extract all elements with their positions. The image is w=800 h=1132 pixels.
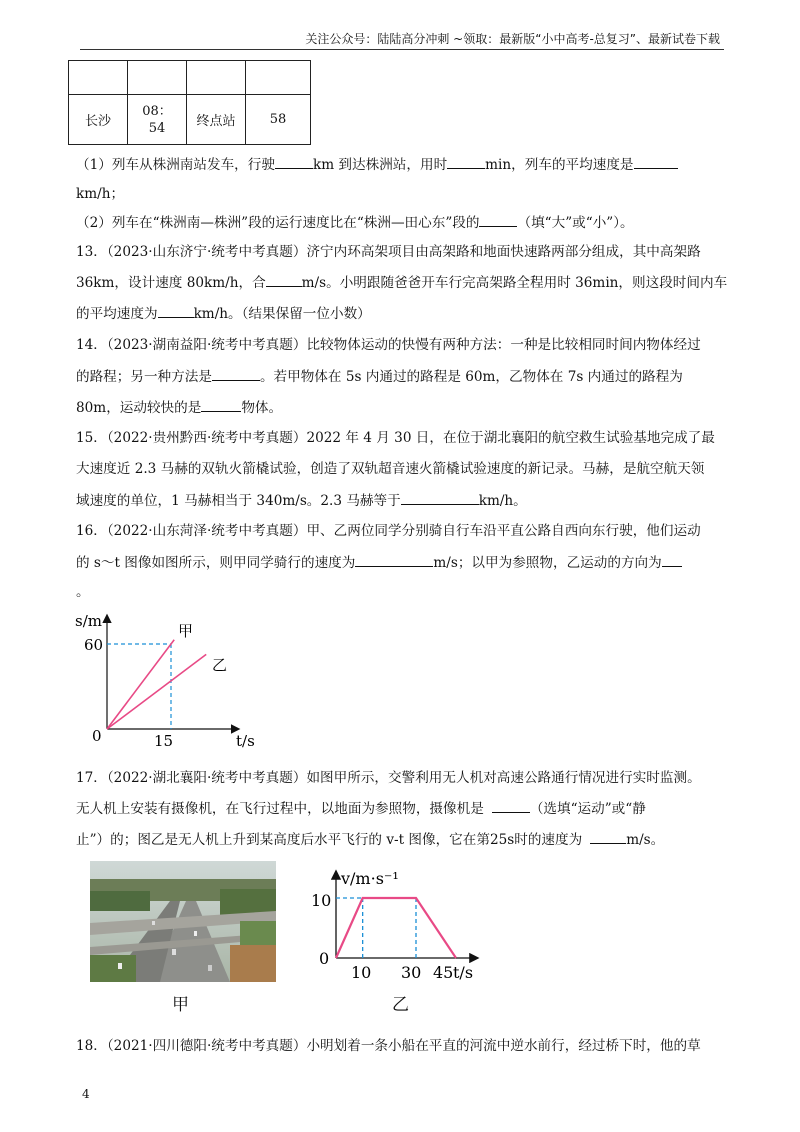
text: 80m，运动较快的是 <box>76 400 202 416</box>
text: m/s；以甲为参照物，乙运动的方向为 <box>433 555 662 571</box>
answer-blank[interactable] <box>447 154 485 169</box>
origin-label: 0 <box>319 949 330 968</box>
question-14-line-1: 14．（2023·湖南益阳·统考中考真题）比较物体运动的快慢有两种方法：一种是比较相同时间内物体经过 <box>76 337 701 353</box>
graph-caption: 乙 <box>392 995 409 1015</box>
text: 止”）的；图乙是无人机上升到某高度后水平飞行的 v-t 图像，它在第25s时的速度为 <box>76 832 583 848</box>
answer-blank[interactable] <box>401 490 479 505</box>
page-number: 4 <box>82 1087 90 1101</box>
table-cell: 终点站 <box>187 95 246 145</box>
answer-blank[interactable] <box>590 829 626 844</box>
answer-blank[interactable] <box>492 798 530 813</box>
table-cell <box>187 61 246 95</box>
table-cell <box>69 61 128 95</box>
drone-highway-photo <box>90 861 276 982</box>
table-cell: 08：54 <box>128 95 187 145</box>
x-axis-label: t/s <box>453 963 474 982</box>
table-row <box>69 95 311 145</box>
text: m/s。小明跟随爸爸开车行完高架路全程用时 36min，则这段时间内车 <box>301 275 728 291</box>
x-tick-label: 45 <box>433 963 454 982</box>
y-tick-label: 60 <box>84 636 104 654</box>
question-16-line-1: 16．（2022·山东菏泽·统考中考真题）甲、乙两位同学分别骑自行车沿平直公路自西向东行驶，他们运动 <box>76 523 701 539</box>
x-tick-label: 15 <box>154 732 174 750</box>
table-cell <box>128 61 187 95</box>
question-15-line-2: 大速度近 2.3 马赫的双轨火箭橇试验，创造了双轨超音速火箭橇试验速度的新记录。马赫，是航空航天领 <box>76 461 705 477</box>
question-13-line-1: 13．（2023·山东济宁·统考中考真题）济宁内环高架项目由高架路和地面快速路两部分组成，其中高架路 <box>76 244 701 260</box>
text: 。若甲物体在 5s 内通过的路程是 60m，乙物体在 7s 内通过的路程为 <box>259 369 683 385</box>
question-13-line-3 <box>76 303 371 324</box>
header-divider <box>80 49 724 50</box>
text: 无人机上安装有摄像机，在飞行过程中，以地面为参照物，摄像机是 <box>76 801 484 817</box>
question-15-line-1: 15．（2022·贵州黔西·统考中考真题）2022 年 4 月 30 日，在位于湖北襄阳的航空救生试验基地完成了最 <box>76 430 715 446</box>
question-14-line-2 <box>76 366 683 387</box>
answer-blank[interactable] <box>662 552 682 567</box>
photo-caption: 甲 <box>172 995 189 1015</box>
question-13-line-2 <box>76 272 727 293</box>
text: km 到达株洲站，用时 <box>312 157 448 173</box>
page-header: 关注公众号：陆陆高分冲刺 ~领取：最新版“小中高考-总复习”、最新试卷下载 <box>305 32 720 46</box>
question-17-line-3 <box>76 829 664 850</box>
question-17-line-1: 17．（2022·湖北襄阳·统考中考真题）如图甲所示，交警利用无人机对高速公路通行情况进行实时监测。 <box>76 770 701 786</box>
answer-blank[interactable] <box>634 154 678 169</box>
x-axis-label: t/s <box>236 732 255 750</box>
question-1-part-2 <box>76 212 634 233</box>
table-row <box>69 61 311 95</box>
y-axis-label: s/m <box>75 612 102 630</box>
v-t-graph <box>305 866 505 984</box>
question-14-line-3 <box>76 397 282 418</box>
text: （1）列车从株洲南站发车，行驶 <box>76 157 275 173</box>
text: 的路程；另一种方法是 <box>76 369 212 385</box>
answer-blank[interactable] <box>158 303 194 318</box>
answer-blank[interactable] <box>275 154 313 169</box>
question-17-line-2 <box>76 798 646 819</box>
y-tick-label: 10 <box>311 891 332 910</box>
text: min，列车的平均速度是 <box>485 157 634 173</box>
table-cell: 58 <box>246 95 311 145</box>
text: （填“大”或“小”）。 <box>517 215 634 231</box>
s-t-graph <box>70 604 270 754</box>
series-line-jia <box>107 640 174 729</box>
answer-blank[interactable] <box>355 552 433 567</box>
series-label-yi: 乙 <box>212 656 228 674</box>
question-15-line-3 <box>76 490 527 511</box>
table-cell: 长沙 <box>69 95 128 145</box>
answer-blank[interactable] <box>479 212 517 227</box>
answer-blank[interactable] <box>201 397 241 412</box>
text: （选填“运动”或“静 <box>529 801 646 817</box>
answer-blank[interactable] <box>212 366 260 381</box>
x-tick-label: 30 <box>401 963 422 982</box>
x-tick-label: 10 <box>351 963 372 982</box>
y-axis-label: v/m·s⁻¹ <box>341 869 399 888</box>
question-16-line-2 <box>76 552 682 573</box>
series-line-yi <box>107 654 206 729</box>
train-timetable <box>68 60 311 145</box>
question-1-part-1 <box>76 154 678 175</box>
text: 的 s～t 图像如图所示，则甲同学骑行的速度为 <box>76 555 356 571</box>
text: km/h。（结果保留一位小数） <box>193 306 371 322</box>
series-label-jia: 甲 <box>178 622 194 640</box>
text: 域速度的单位，1 马赫相当于 340m/s。2.3 马赫等于 <box>76 493 401 509</box>
text: km/h。 <box>478 493 527 509</box>
highway-illustration <box>90 861 276 982</box>
text: m/s。 <box>626 832 665 848</box>
question-16-line-3: 。 <box>76 584 90 600</box>
origin-label: 0 <box>92 727 102 745</box>
velocity-series-line <box>336 898 456 958</box>
text: 物体。 <box>241 400 283 416</box>
question-1-part-1-cont: km/h； <box>76 186 125 202</box>
table-cell <box>246 61 311 95</box>
text: （2）列车在“株洲南—株洲”段的运行速度比在“株洲—田心东”段的 <box>76 215 480 231</box>
answer-blank[interactable] <box>266 272 302 287</box>
text: 的平均速度为 <box>76 306 158 322</box>
text: 36km，设计速度 80km/h，合 <box>76 275 266 291</box>
question-18-line-1: 18．（2021·四川德阳·统考中考真题）小明划着一条小船在平直的河流中逆水前行，经过桥下时，他的草 <box>76 1038 701 1054</box>
